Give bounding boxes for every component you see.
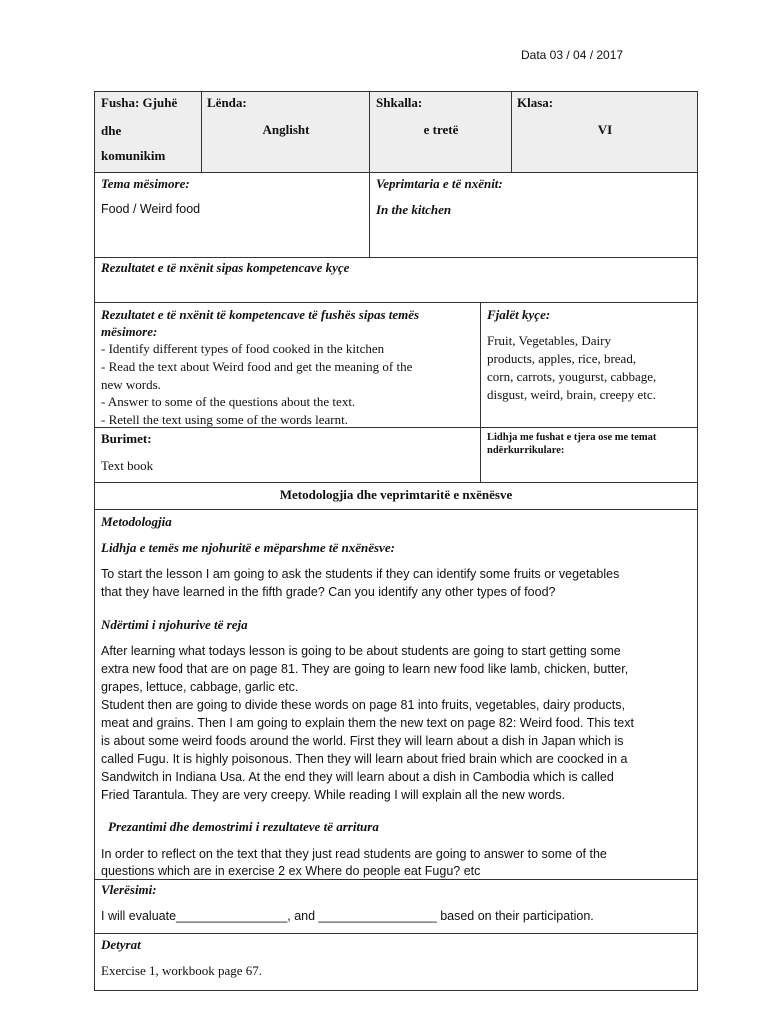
ndertimi-line: grapes, lettuce, cabbage, garlic etc.: [101, 680, 299, 694]
metodologjia-section-title: Metodologjia dhe veprimtaritë e nxënësve: [279, 487, 513, 502]
klasa-label: Klasa:: [517, 95, 554, 110]
rezultatet-item: - Answer to some of the questions about the text.: [101, 394, 356, 409]
fusha-line-3: komunikim: [101, 148, 166, 163]
rezultatet-item: - Identify different types of food cooked in the kitchen: [101, 341, 385, 356]
rezultatet-kyce-label: Rezultatet e të nxënit sipas kompetencave kyçe: [101, 260, 350, 275]
fjalet-line: disgust, weird, brain, creepy etc.: [487, 387, 656, 402]
shkalla-value: e tretë: [423, 122, 459, 137]
vleresimi-text: I will evaluate________________, and _________________ based on their participation.: [101, 909, 594, 923]
lenda-value: Anglisht: [262, 122, 310, 137]
prezantimi-heading: Prezantimi dhe demostrimi i rezultateve të arritura: [108, 819, 379, 834]
ndertimi-line: is about some weird foods around the world. First they will learn about a dish in Japan which is: [101, 734, 624, 748]
ndertimi-line: Student then are going to divide these words on page 81 into fruits, vegetables, dairy products,: [101, 698, 625, 712]
veprimtaria-value: In the kitchen: [376, 202, 452, 217]
burimet-label: Burimet:: [101, 431, 152, 446]
ndertimi-line: extra new food that are on page 81. They are going to learn new food like lamb, chicken, butter,: [101, 662, 629, 676]
date-label: Data 03 / 04 / 2017: [521, 48, 624, 62]
fjalet-line: corn, carrots, yougurst, cabbage,: [487, 369, 657, 384]
ndertimi-line: called Fugu. It is highly poisonous. Then they will learn about fried brain which are coocked in a: [101, 752, 628, 766]
rezultatet-item: - Read the text about Weird food and get the meaning of the: [101, 359, 413, 374]
klasa-value: VI: [597, 122, 613, 137]
shkalla-label: Shkalla:: [376, 95, 423, 110]
detyrat-text: Exercise 1, workbook page 67.: [101, 963, 263, 978]
lidhja-text: that they have learned in the fifth grade? Can you identify any other types of food?: [101, 585, 556, 599]
fjalet-label: Fjalët kyçe:: [487, 307, 551, 322]
lidhja-text: To start the lesson I am going to ask the students if they can identify some fruits or vegetables: [101, 567, 620, 581]
lidhja-fushat-line-1: Lidhja me fushat e tjera ose me temat: [487, 432, 657, 443]
ndertimi-line: Fried Tarantula. They are very creepy. While reading I will explain all the new words.: [101, 788, 566, 802]
lenda-label: Lënda:: [207, 95, 247, 110]
fjalet-line: products, apples, rice, bread,: [487, 351, 637, 366]
fusha-label: Fusha: Gjuhë: [101, 95, 178, 110]
rezultatet-item: new words.: [101, 377, 161, 392]
detyrat-label: Detyrat: [101, 937, 141, 952]
lidhja-fushat-line-2: ndërkurrikulare:: [487, 445, 565, 456]
tema-label: Tema mësimore:: [101, 176, 190, 191]
vleresimi-label: Vlerësimi:: [101, 882, 157, 897]
prezantimi-text: In order to reflect on the text that they just read students are going to answer to some of the: [101, 847, 607, 861]
tema-value: Food / Weird food: [101, 202, 201, 216]
ndertimi-line: After learning what todays lesson is going to be about students are going to start getting some: [101, 644, 621, 658]
ndertimi-line: meat and grains. Then I am going to explain them the new text on page 82: Weird food. This text: [101, 716, 634, 730]
rezultatet-item: - Retell the text using some of the words learnt.: [101, 412, 348, 427]
fjalet-line: Fruit, Vegetables, Dairy: [487, 333, 611, 348]
lesson-plan-form: [94, 91, 698, 991]
rezultatet-fushes-title-2: mësimore:: [101, 324, 158, 339]
fusha-line-2: dhe: [101, 123, 122, 138]
veprimtaria-label: Veprimtaria e të nxënit:: [376, 176, 503, 191]
metodologjia-label: Metodologjia: [101, 514, 172, 529]
prezantimi-text: questions which are in exercise 2 ex Where do people eat Fugu? etc: [101, 864, 481, 878]
ndertimi-heading: Ndërtimi i njohurive të reja: [101, 617, 248, 632]
ndertimi-line: Sandwitch in Indiana Usa. At the end they will learn about a dish in Cambodia which is called: [101, 770, 614, 784]
lidhja-heading: Lidhja e temës me njohuritë e mëparshme të nxënësve:: [101, 540, 395, 555]
burimet-value: Text book: [101, 458, 154, 473]
rezultatet-fushes-title-1: Rezultatet e të nxënit të kompetencave të fushës sipas temës: [101, 307, 420, 322]
